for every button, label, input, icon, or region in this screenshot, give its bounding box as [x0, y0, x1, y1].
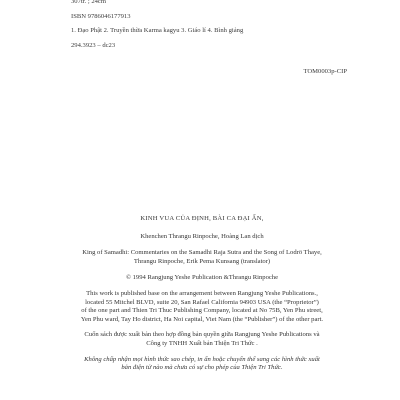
vietnamese-rights-line-1: Cuốn sách được xuất bản theo hợp đồng bản quyền giữa Rangjung Yeshe Publications và: [84, 331, 320, 339]
book-authors-vietnamese: Khenchen Thrangu Rinpoche, Hoàng Lan dịch: [140, 232, 264, 240]
rights-line-3: of the one part and Thien Tri Thuc Publishing Company, located at No 75B, Yen Phu street,: [81, 307, 323, 315]
cip-record-id: TOM0003p-CIP: [303, 68, 347, 75]
vietnamese-rights-line-2: Công ty TNHH Xuất bản Thiện Tri Thức .: [146, 339, 258, 347]
cip-size: 307tr. ; 24cm: [71, 0, 106, 5]
rights-line-4: Yen Phu ward, Tay Ho district, Ha Noi capital, Viet Nam (the “Publisher”) of the other part.: [80, 315, 324, 323]
book-title-english-line-2: Thrangu Rinpoche, Erik Pema Kunsang (translator): [133, 257, 271, 265]
copyright-notice: © 1994 Rangjung Yeshe Publication &Thrangu Rinpoche: [125, 274, 279, 282]
cip-record: [64, 0, 364, 50]
cip-classification: 294.3923 – dc23: [71, 41, 116, 49]
cip-subjects: 1. Đạo Phật 2. Truyền thừa Karma kagyu 3. Giáo lí 4. Bình giảng: [71, 27, 244, 34]
copy-restriction-line-2: bản điện tử nào mà chưa có sự cho phép của Thiện Tri Thức.: [121, 364, 283, 372]
rights-line-1: This work is published base on the arrangement between Rangjung Yeshe Publications.,: [86, 289, 318, 297]
rights-line-2: located 55 Mitchel BLVD, suite 20, San Rafael California 94903 USA (the “Proprietor”): [85, 298, 319, 306]
book-title-vietnamese: KINH VUA CỦA ĐỊNH, BÀI CA ĐẠI ẤN,: [140, 215, 264, 222]
copy-restriction-line-1: Không chấp nhận mọi hình thức sao chép, in ấn hoặc chuyển thể sang các hình thức xuất: [84, 355, 320, 363]
book-title-english-line-1: King of Samadhi: Commentaries on the Samadhi Raja Sutra and the Song of Lodrö Thaye,: [82, 249, 322, 257]
cip-isbn: ISBN 9786046177913: [71, 12, 131, 20]
publication-details: [56, 215, 348, 373]
